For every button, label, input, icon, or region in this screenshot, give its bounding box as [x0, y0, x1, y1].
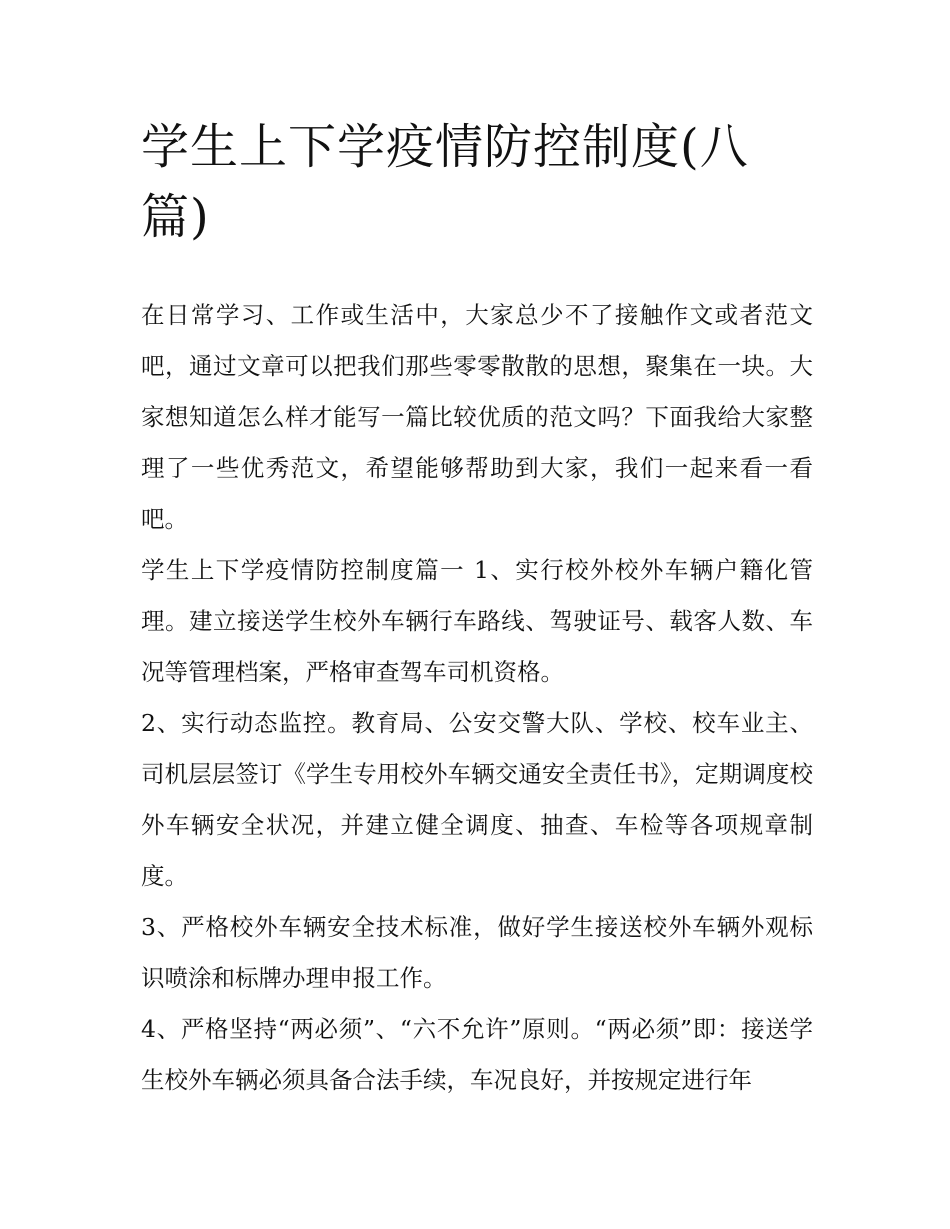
item-4-paragraph: 4、严格坚持“两必须”、“六不允许”原则。“两必须”即：接送学生校外车辆必须具备合法手续，车况良好，并按规定进行年 — [141, 1015, 813, 1094]
document-page — [141, 112, 813, 1106]
document-title: 学生上下学疫情防控制度(八篇) — [141, 119, 749, 245]
section-one-paragraph: 学生上下学疫情防控制度篇一 1、实行校外校外车辆户籍化管理。建立接送学生校外车辆行车路线、驾驶证号、载客人数、车况等管理档案，严格审查驾车司机资格。 — [141, 556, 813, 686]
item-3-paragraph: 3、严格校外车辆安全技术标准，做好学生接送校外车辆外观标识喷涂和标牌办理申报工作。 — [141, 913, 813, 992]
intro-paragraph: 在日常学习、工作或生活中，大家总少不了接触作文或者范文吧，通过文章可以把我们那些零零散散的思想，聚集在一块。大家想知道怎么样才能写一篇比较优质的范文吗？下面我给大家整理了一些优秀范文，希望能够帮助到大家，我们一起来看一看吧。 — [141, 301, 813, 533]
item-2-paragraph: 2、实行动态监控。教育局、公安交警大队、学校、校车业主、司机层层签订《学生专用校外车辆交通安全责任书》，定期调度校外车辆安全状况，并建立健全调度、抽查、车检等各项规章制度。 — [141, 709, 813, 890]
